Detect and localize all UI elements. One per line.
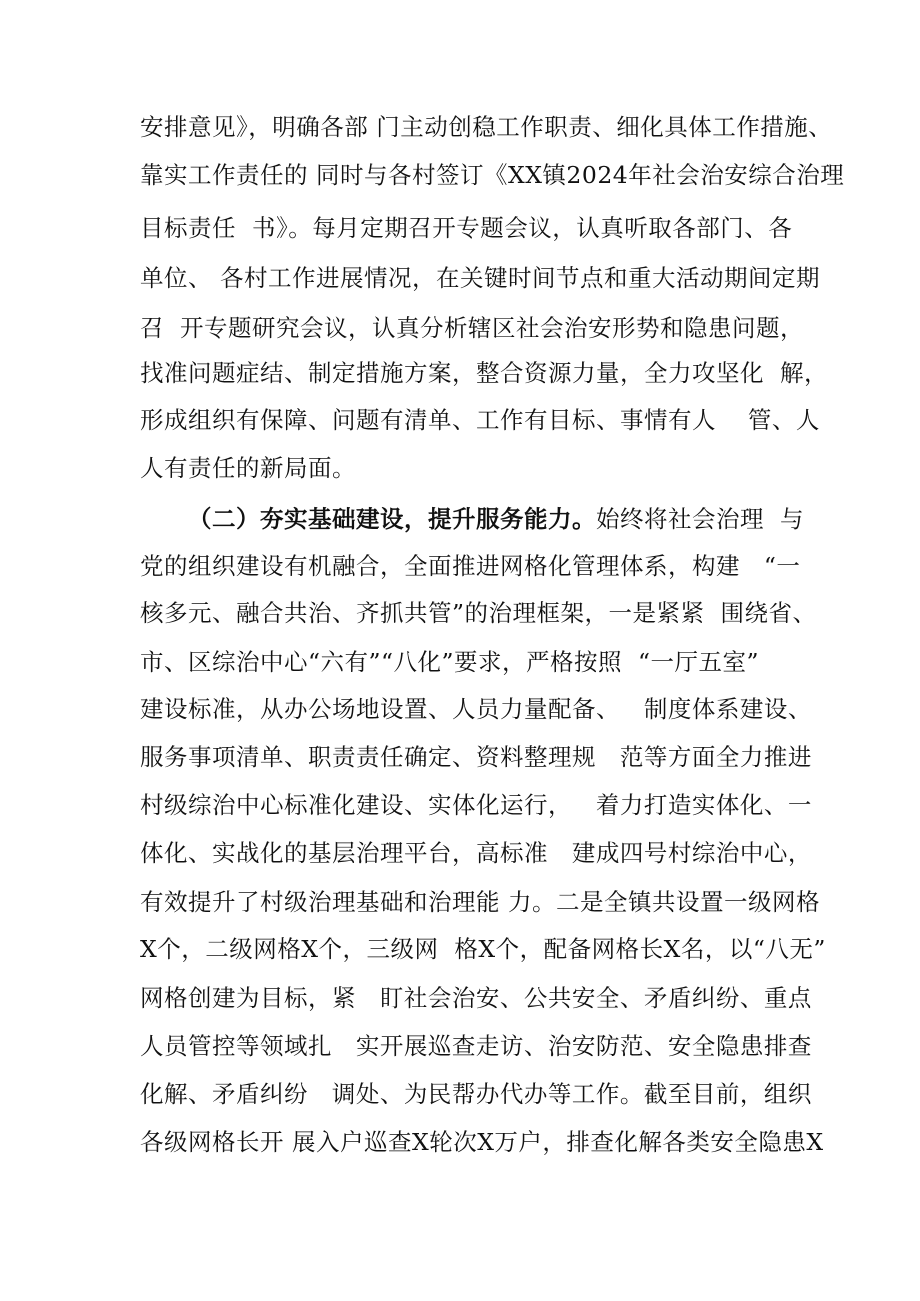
text-line: 找准问题症结、制定措施方案，整合资源力量，全力攻坚化 解， xyxy=(140,359,828,387)
text-line: 安排意见》，明确各部 门主动创稳工作职责、细化具体工作措施、 xyxy=(140,113,833,141)
text-line: 单位、 各村工作进展情况，在关键时间节点和重大活动期间定期 xyxy=(140,264,820,292)
text-line: 核多元、融合共治、齐抓共管”的治理框架，一是紧紧 围绕省、 xyxy=(140,599,817,627)
text-line: 党的组织建设有机融合，全面推进网格化管理体系，构建 “一 xyxy=(140,552,801,580)
text-line: 人员管控等领域扎 实开展巡查走访、治安防范、安全隐患排查 xyxy=(140,1032,812,1060)
section-heading: （二）夯实基础建设，提升服务能力。 xyxy=(188,505,596,533)
text-line: 有效提升了村级治理基础和治理能 力。二是全镇共设置一级网格 xyxy=(140,888,820,916)
text-line: X个，二级网格X个，三级网 格X个，配备网格长X名，以“八无” xyxy=(140,935,826,963)
text-line: 人有责任的新局面。 xyxy=(140,454,356,482)
text-line: 网格创建为目标，紧 盯社会治安、公共安全、矛盾纠纷、重点 xyxy=(140,984,812,1012)
text-line: 召 开专题研究会议，认真分析辖区社会治安形势和隐患问题， xyxy=(140,314,804,342)
text-line: 形成组织有保障、问题有清单、工作有目标、事情有人 管、人 xyxy=(140,406,820,434)
text-line: 建设标准，从办公场地设置、人员力量配备、 制度体系建设、 xyxy=(140,695,812,723)
text-line: 靠实工作责任的 同时与各村签订《XX镇2024年社会治安综合治理 xyxy=(140,161,845,189)
text-line: 各级网格长开 展入户巡查X轮次X万户，排查化解各类安全隐患X xyxy=(140,1128,824,1156)
text-line: 体化、实战化的基层治理平台，高标准 建成四号村综治中心， xyxy=(140,839,812,867)
section-heading-line xyxy=(188,504,808,534)
text-line: 市、区综治中心“六有”“八化”要求，严格按照 “一厅五室” xyxy=(140,648,760,676)
text-line: 化解、矛盾纠纷 调处、为民帮办代办等工作。截至目前，组织 xyxy=(140,1080,812,1108)
section-heading-rest: 始终将社会治理 与 xyxy=(596,505,804,533)
text-line: 村级综治中心标准化建设、实体化运行， 着力打造实体化、一 xyxy=(140,791,812,819)
text-line: 目标责任 书》。每月定期召开专题会议，认真听取各部门、各 xyxy=(140,214,793,242)
text-line: 服务事项清单、职责责任确定、资料整理规 范等方面全力推进 xyxy=(140,743,812,771)
